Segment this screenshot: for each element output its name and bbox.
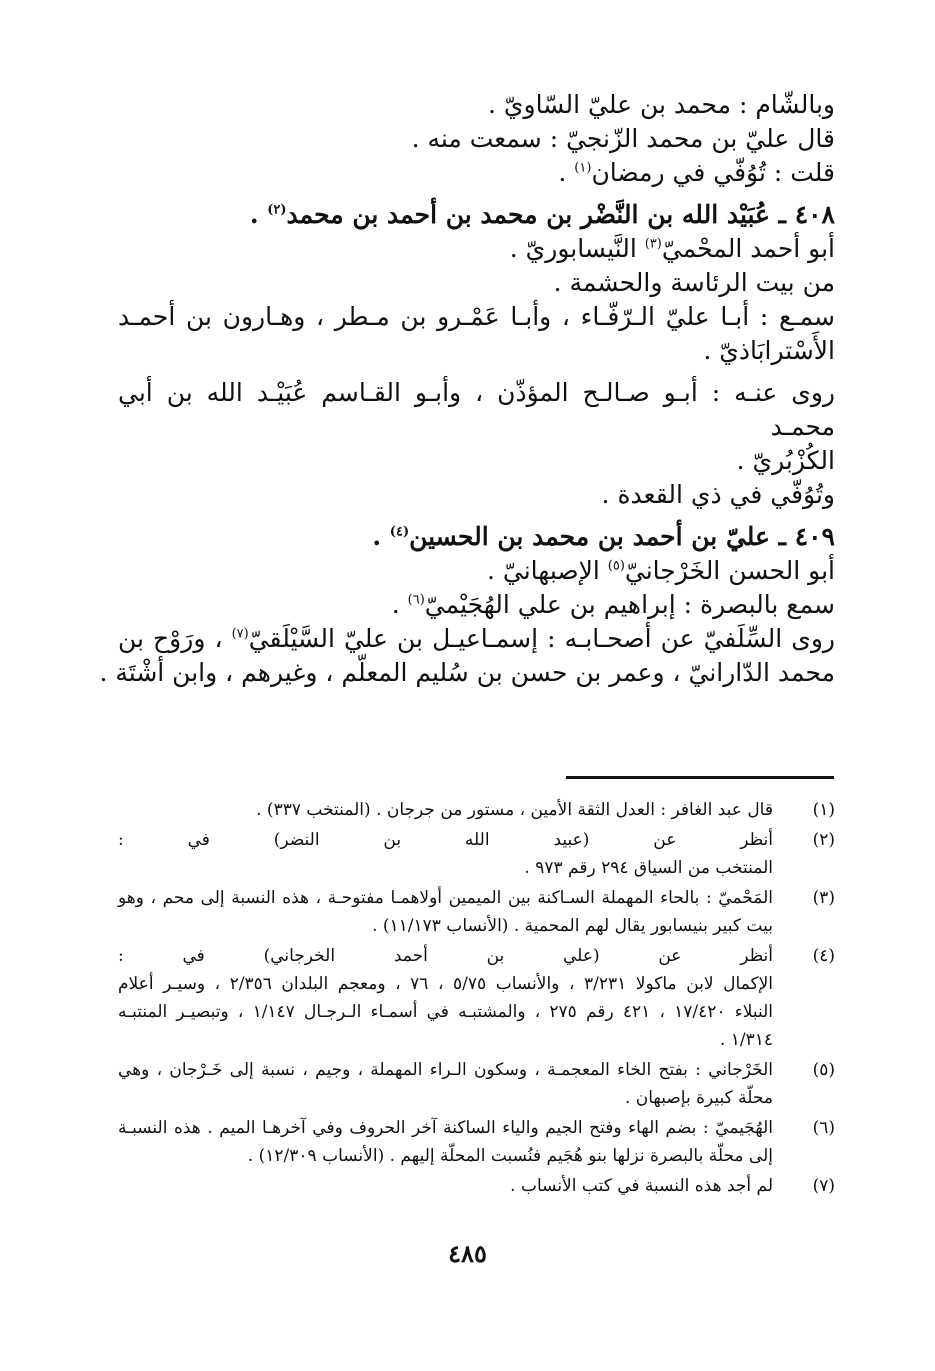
footnote — [118, 1114, 835, 1170]
footnote-line: قال عبد الغافر : العدل الثقة الأمين ، مستور من جرجان . (المنتخب ٣٣٧) . — [256, 800, 773, 820]
footnote-text — [118, 884, 773, 940]
footnote-number: (٣) — [812, 888, 835, 908]
text-span: الكُزْبُريّ . — [736, 446, 835, 475]
footnote — [118, 796, 835, 824]
text-span: . — [558, 158, 575, 187]
footnote-ref[interactable]: (١) — [574, 160, 592, 176]
footnote-text — [118, 942, 773, 1054]
footnote-text — [118, 796, 773, 824]
text-line — [118, 122, 835, 156]
footnote-ref[interactable]: (٦) — [407, 592, 425, 608]
footnote-number: (٧) — [812, 1176, 835, 1196]
footnote-ref[interactable]: (٤) — [389, 524, 410, 540]
footnote-number: (٦) — [812, 1118, 835, 1138]
footnote — [118, 1172, 835, 1200]
footnote-ref[interactable]: (٢) — [267, 202, 287, 218]
entry-title: ٤٠٨ ـ عُبَيْد الله بن النَّضْر بن محمد بن أحمد بن محمد — [286, 200, 835, 229]
footnote-text — [118, 1056, 773, 1112]
footnote-text — [118, 826, 773, 882]
footnote-ref[interactable]: (٧) — [231, 626, 249, 642]
text-line — [118, 232, 835, 266]
footnote-number: (٢) — [812, 830, 835, 850]
text-line — [118, 588, 835, 622]
footnote-number: (٥) — [812, 1060, 835, 1080]
text-line — [118, 444, 835, 478]
footnote-number: (١) — [812, 800, 835, 820]
text-line — [118, 622, 835, 656]
text-span: ، ورَوْح بن — [118, 624, 232, 653]
text-span: وتُوُفّي في ذي القعدة . — [601, 480, 835, 509]
text-line: سمـع : أبـا عليّ الـرّفّـاء ، وأبـا عَمْـرو بن مـطر ، وهـارون بن أحمـد — [118, 302, 835, 331]
text-line — [118, 554, 835, 588]
text-span: . — [372, 522, 390, 551]
entry-409-heading — [118, 520, 835, 554]
text-span: الإصبهانيّ . — [486, 556, 608, 585]
footnote — [118, 942, 835, 1054]
text-span: محمد الدّارانيّ ، وعمر بن حسن بن سُليم المعلّم ، وغيرهم ، وابن أشْتَة . — [99, 658, 835, 687]
text-span: وبالشّام : محمد بن عليّ السّاويّ . — [488, 90, 835, 119]
footnote-number: (٤) — [812, 946, 835, 966]
text-line — [118, 156, 835, 190]
footnote-line: الإكمال لابن ماكولا ٣/٢٣١ ، والأنساب ٥/٧٥ ، ٧٦ ، ومعجم البلدان ٢/٣٥٦ ، وسيـر أعلام — [118, 974, 773, 994]
footnote-line: أنظر عن (علي بن أحمد الخرجاني) في : — [118, 946, 773, 966]
text-line — [118, 266, 835, 300]
text-span: روى السِّلَفيّ عن أصحـابـه : إسمـاعيـل بن عليّ السَّيْلَقيّ — [248, 624, 835, 653]
entry-title: ٤٠٩ ـ عليّ بن أحمد بن محمد بن الحسين — [409, 522, 835, 551]
page-number: ٤٨٥ — [448, 1239, 487, 1268]
footnote-line: المنتخب من السياق ٢٩٤ رقم ٩٧٣ . — [524, 858, 773, 878]
text-line — [118, 478, 835, 512]
footnote-line: الهُجَيميّ : بضم الهاء وفتح الجيم والياء الساكنة آخر الحروف وفي آخرهـا الميم . هذه النسبـة — [118, 1118, 773, 1138]
text-span: سمع بالبصرة : إبراهيم بن علي الهُجَيْميّ — [424, 590, 835, 619]
footnote-text — [118, 1172, 773, 1200]
text-line: روى عنـه : أبـو صـالـح المؤذّن ، وأبـو القـاسم عُبَيْـد الله بن أبي محمـد — [118, 378, 835, 441]
text-line — [118, 334, 835, 368]
footnote-line: الخَرْجاني : بفتح الخاء المعجمـة ، وسكون الـراء المهملة ، وجيم ، نسبة إلى خَـرْجان ، وهي — [118, 1060, 773, 1080]
entry-408-heading — [118, 198, 835, 232]
footnote-ref[interactable]: (٣) — [644, 236, 662, 252]
text-span: قلت : تُوُفّي في رمضان — [591, 158, 835, 187]
footnote — [118, 1056, 835, 1112]
footnote-line: بيت كبير بنيسابور يقال لهم المحمية . (الأنساب ١١/١٧٣) . — [372, 916, 773, 936]
main-text — [99, 88, 835, 690]
footnote-text — [118, 1114, 773, 1170]
text-line — [99, 656, 835, 690]
footnotes — [118, 796, 835, 1202]
footnote-separator — [566, 776, 834, 779]
text-span: الأَسْترابَاذيّ . — [703, 336, 835, 365]
footnote-ref[interactable]: (٥) — [607, 558, 625, 574]
footnote — [118, 826, 835, 882]
footnote-line: ١/٣١٤ . — [719, 1030, 773, 1050]
text-line — [118, 88, 835, 122]
footnote-line: لم أجد هذه النسبة في كتب الأنساب . — [510, 1176, 773, 1196]
footnote-line: إلى محلّة بالبصرة نزلها بنو هُجَيم فنُسبت المحلّة إليهم . (الأنساب ١٢/٣٠٩) . — [247, 1146, 773, 1166]
text-span: . — [249, 200, 268, 229]
footnote — [118, 884, 835, 940]
text-span: . — [391, 590, 408, 619]
text-span: من بيت الرئاسة والحشمة . — [553, 268, 835, 297]
text-span: أبو الحسن الخَرْجانيّ — [624, 556, 835, 585]
text-span: قال عليّ بن محمد الزّنجيّ : سمعت منه . — [411, 124, 835, 153]
footnote-line: المَحْميّ : بالحاء المهملة السـاكنة بين الميمين أولاهمـا مفتوحـة ، هذه النسبة إلى محم ، وهو — [118, 888, 773, 908]
footnote-line: محلّة كبيرة بإصبهان . — [624, 1088, 773, 1108]
text-span: أبو أحمد المحْميّ — [661, 234, 835, 263]
footnote-line: النبلاء ١٧/٤٢٠ ، ٤٢١ رقم ٢٧٥ ، والمشتبـه في أسمـاء الـرجـال ١/١٤٧ ، وتبصيـر المنتبـه — [118, 1002, 773, 1022]
footnote-line: أنظر عن (عبيد الله بن النضر) في : — [118, 830, 773, 850]
text-span: النَّيسابوريّ . — [509, 234, 645, 263]
